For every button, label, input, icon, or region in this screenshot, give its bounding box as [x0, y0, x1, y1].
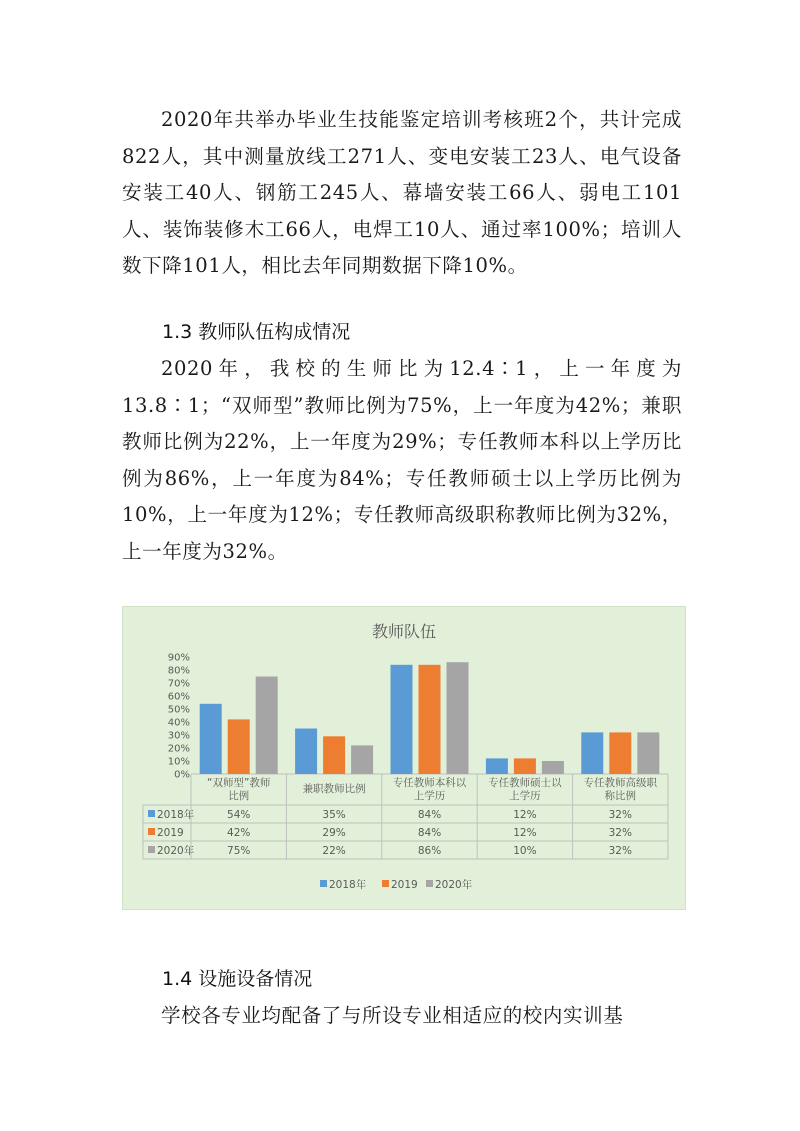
bar [200, 704, 222, 774]
legend-swatch [320, 880, 327, 887]
bar [542, 761, 564, 774]
bar [391, 665, 413, 774]
y-tick-label: 0% [174, 769, 190, 781]
heading-teacher-team: 1.3 教师队伍构成情况 [162, 321, 351, 343]
category-label: 上学历 [413, 790, 446, 802]
chart-title: 教师队伍 [371, 622, 437, 641]
bar [228, 719, 250, 774]
data-label: 32% [608, 827, 632, 839]
y-tick-label: 20% [167, 743, 190, 755]
data-label: 54% [227, 809, 251, 821]
data-label: 10% [513, 845, 537, 857]
data-label: 29% [322, 827, 346, 839]
y-tick-label: 60% [167, 691, 190, 703]
bar [295, 729, 317, 775]
category-label: 专任教师高级职 [583, 777, 658, 789]
table-series-swatch [148, 828, 155, 835]
table-series-name: 2019 [157, 827, 184, 839]
data-label: 84% [417, 809, 442, 821]
data-label: 32% [608, 845, 632, 857]
category-label: “双师型”教师 [207, 777, 271, 789]
paragraph-training: 2020年共举办毕业生技能鉴定培训考核班2个，共计完成822人，其中测量放线工271人、变电安装工23人、电气设备安装工40人、钢筋工245人、幕墙安装工66人、弱电工101人、装饰装修木工66人，电焊工10人、通过率100%；培训人数下降101人，相比去年同期数据下降10%。 [122, 108, 682, 278]
bar [637, 732, 659, 774]
bar [419, 665, 441, 774]
legend-label: 2020年 [435, 879, 473, 891]
table-series-name: 2020年 [157, 845, 195, 857]
data-label: 42% [227, 827, 251, 839]
legend-label: 2018年 [329, 879, 367, 891]
bar [447, 662, 469, 774]
bar [514, 758, 536, 774]
bar [256, 677, 278, 775]
bar [323, 736, 345, 774]
bar [486, 758, 508, 774]
legend-swatch [426, 880, 433, 887]
bar [581, 732, 603, 774]
table-series-name: 2018年 [157, 809, 195, 821]
legend-label: 2019 [391, 879, 418, 891]
data-label: 75% [227, 845, 251, 857]
category-label: 比例 [228, 790, 250, 802]
legend-swatch [382, 880, 389, 887]
y-tick-label: 30% [167, 730, 190, 742]
category-label: 专任教师硕士以 [488, 777, 562, 789]
paragraph-teacher-ratios: 2020年，我校的生师比为12.4∶1，上一年度为13.8∶1；“双师型”教师比例为75%，上一年度为42%；兼职教师比例为22%，上一年度为29%；专任教师本科以上学历比例为86%，上一年度为84%；专任教师硕士以上学历比例为10%，上一年度为12%；专任教师高级职称教师比例为32%，上一年度为32%。 [122, 357, 682, 563]
y-tick-label: 10% [167, 756, 190, 768]
data-label: 12% [513, 809, 537, 821]
data-label: 84% [417, 827, 442, 839]
data-label: 22% [322, 845, 346, 857]
table-series-swatch [148, 810, 155, 817]
data-label: 12% [513, 827, 537, 839]
bar [351, 745, 373, 774]
paragraph-facilities: 学校各专业均配备了与所设专业相适应的校内实训基 [161, 1004, 624, 1027]
y-tick-label: 50% [167, 704, 190, 716]
y-tick-label: 40% [167, 717, 190, 729]
category-label: 称比例 [604, 790, 637, 802]
data-label: 35% [322, 809, 346, 821]
teacher-team-chart [122, 606, 686, 910]
data-label: 86% [417, 845, 442, 857]
y-tick-label: 90% [167, 652, 190, 664]
y-tick-label: 80% [167, 665, 190, 677]
y-tick-label: 70% [167, 678, 190, 690]
table-series-swatch [148, 846, 155, 853]
data-label: 32% [608, 809, 632, 821]
category-label: 兼职教师比例 [302, 783, 366, 795]
heading-facilities: 1.4 设施设备情况 [162, 968, 313, 990]
category-label: 专任教师本科以 [392, 777, 467, 789]
category-label: 上学历 [509, 790, 541, 802]
bar [609, 732, 631, 774]
